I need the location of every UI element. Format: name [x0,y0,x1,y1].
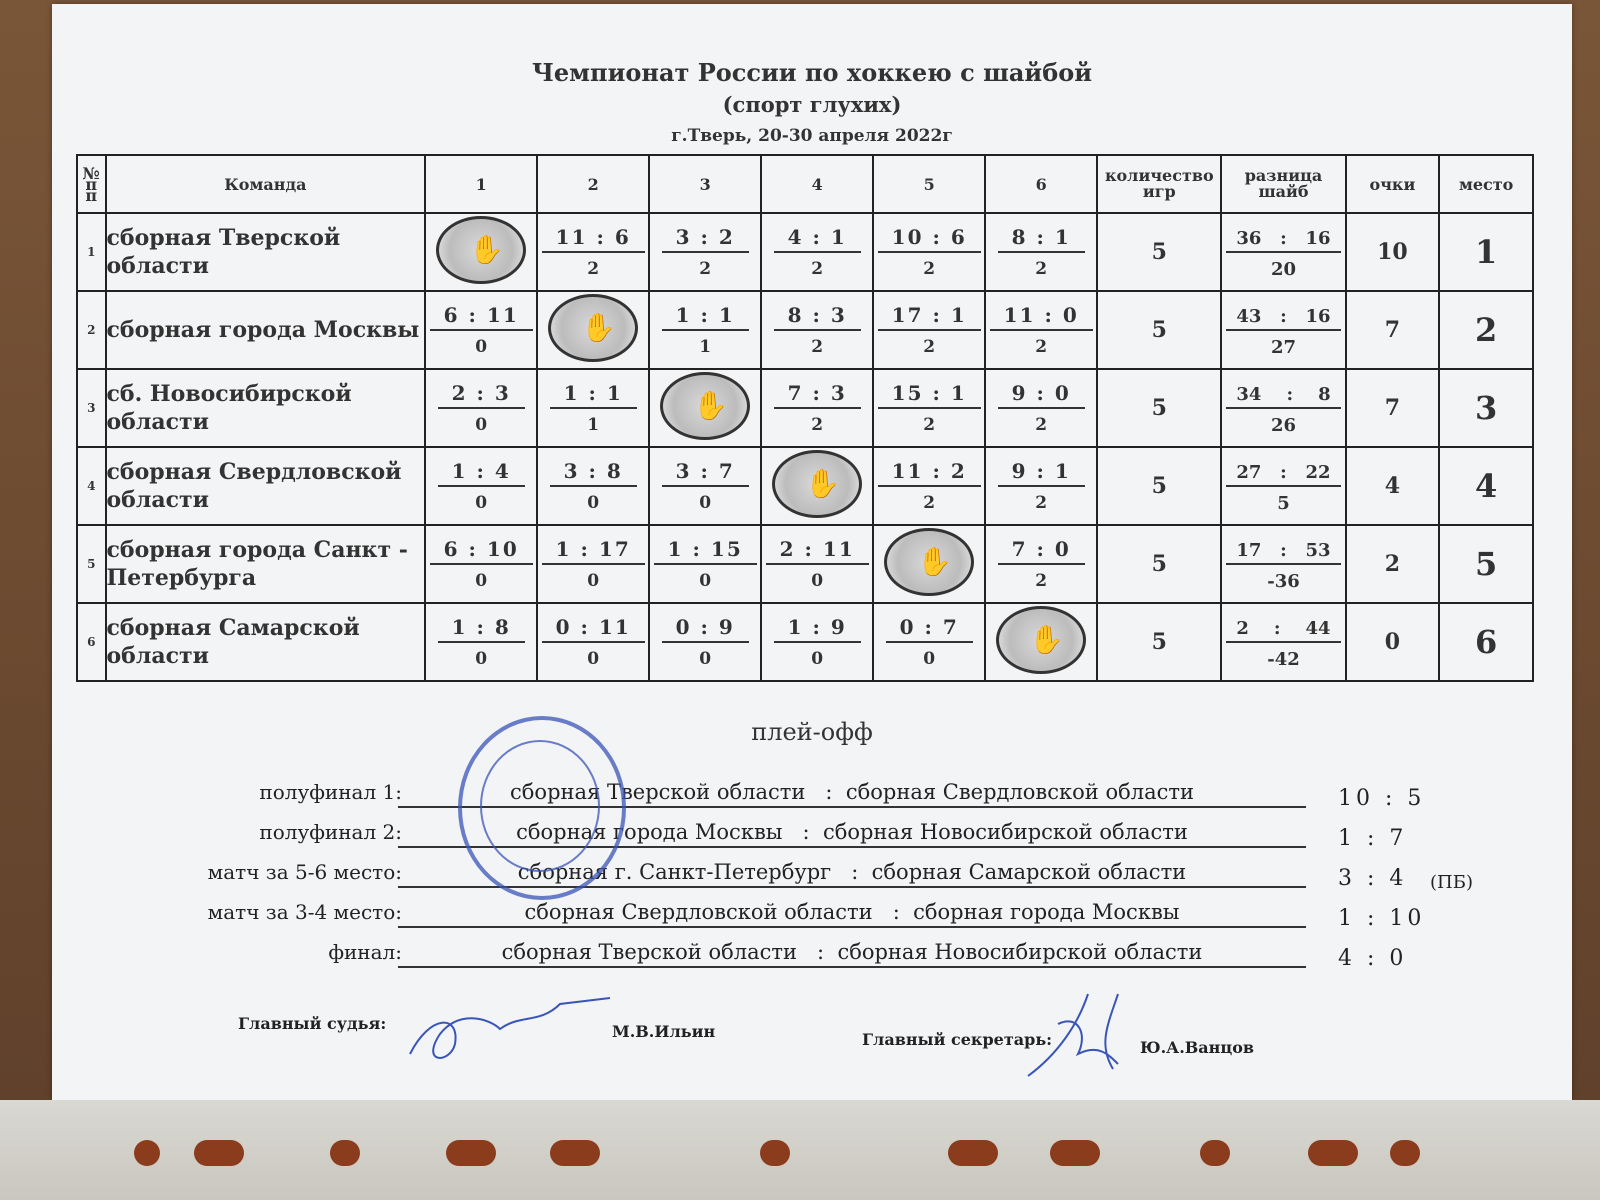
match-score: 8 : 3 [774,303,861,331]
match-points: 2 [1035,337,1048,357]
match-result-cell [537,213,649,291]
row-number: 4 [77,447,106,525]
match-result-cell [649,291,761,369]
match-points: 2 [587,259,600,279]
goals-against: 44 [1305,618,1331,639]
goals-for-against [1226,380,1340,409]
match-result-cell [425,603,537,681]
match-points: 0 [699,571,712,591]
match-score: 8 : 1 [998,225,1085,253]
match-result-cell [761,603,873,681]
match-score: 1 : 15 [654,537,757,565]
playoff-match-row [52,896,1572,934]
match-score: 3 : 2 [662,225,749,253]
playoff-match-row [52,856,1572,894]
match-result-cell [985,291,1097,369]
match-points: 0 [811,649,824,669]
punch-hole [134,1140,160,1166]
federation-seal-icon: ✋ [884,528,974,596]
final-place: 3 [1439,369,1533,447]
goals-separator: : [1286,384,1294,405]
match-result-cell [649,213,761,291]
match-score: 1 : 17 [542,537,645,565]
judge-label: Главный судья: [238,1014,387,1033]
judge-name: М.В.Ильин [612,1022,716,1041]
goals-against: 16 [1305,228,1331,249]
playoff-teams [398,940,1306,964]
match-score: 3 : 7 [662,459,749,487]
goal-difference-cell [1221,603,1345,681]
punch-hole [550,1140,600,1166]
table-row [77,213,1533,291]
row-number: 2 [77,291,106,369]
diagonal-seal-cell [425,213,537,291]
diagonal-seal-cell [649,369,761,447]
teams-separator: : [805,780,846,804]
goal-difference: 26 [1270,415,1297,436]
match-score: 15 : 1 [878,381,981,409]
playoff-round-label: полуфинал 1: [259,780,402,804]
match-points: 2 [923,415,936,435]
match-score: 7 : 0 [998,537,1085,565]
table-row [77,369,1533,447]
total-points: 7 [1346,369,1440,447]
match-points: 2 [1035,259,1048,279]
goals-against: 53 [1305,540,1331,561]
federation-seal-icon: ✋ [436,216,526,284]
match-score: 6 : 10 [430,537,533,565]
header-num: № п п [77,155,106,213]
playoff-title: плей-офф [751,718,873,746]
goals-for-against [1226,614,1340,643]
playoff-round-label: матч за 3-4 место: [207,900,402,924]
diagonal-seal-cell [761,447,873,525]
match-result-cell [985,447,1097,525]
goal-difference-cell [1221,291,1345,369]
row-number: 5 [77,525,106,603]
match-points: 2 [1035,493,1048,513]
match-result-cell [425,291,537,369]
match-points: 0 [475,415,488,435]
final-place: 4 [1439,447,1533,525]
row-number: 6 [77,603,106,681]
match-result-cell [537,447,649,525]
team-a: сборная Тверской области [510,780,806,804]
games-played: 5 [1097,213,1221,291]
header-team: Команда [106,155,426,213]
match-points: 0 [923,649,936,669]
goals-for: 36 [1236,228,1262,249]
goal-difference-cell [1221,213,1345,291]
goal-difference: 27 [1270,337,1297,358]
playoff-match-row [52,776,1572,814]
federation-seal-icon: ✋ [996,606,1086,674]
match-points: 2 [923,259,936,279]
match-score: 7 : 3 [774,381,861,409]
match-result-cell [761,369,873,447]
teams-separator: : [782,820,823,844]
secretary-signature [1018,984,1158,1084]
match-points: 0 [699,649,712,669]
header-col-6: 6 [985,155,1097,213]
punch-hole [1308,1140,1358,1166]
goal-difference-cell [1221,447,1345,525]
match-score: 1 : 8 [438,615,525,643]
document-subtitle: (спорт глухих) [722,92,902,117]
match-result-cell [425,447,537,525]
match-points: 2 [1035,571,1048,591]
match-result-cell [537,525,649,603]
match-points: 0 [811,571,824,591]
federation-seal-icon: ✋ [660,372,750,440]
goals-for-against [1226,302,1340,331]
match-score: 2 : 11 [766,537,869,565]
match-result-cell [873,213,985,291]
punch-hole [1200,1140,1230,1166]
goal-difference: 5 [1277,493,1290,514]
playoff-match-row [52,816,1572,854]
match-result-cell [649,603,761,681]
organization-stamp [458,716,626,900]
teams-separator: : [796,940,838,964]
teams-separator: : [872,900,914,924]
goals-separator: : [1280,462,1287,483]
table-row [77,291,1533,369]
table-header-row [77,155,1533,213]
team-name: сборная Тверской области [106,213,426,291]
table-row [77,447,1533,525]
final-place: 2 [1439,291,1533,369]
match-score: 3 : 8 [550,459,637,487]
goal-difference: 20 [1270,259,1297,280]
match-result-cell [985,525,1097,603]
match-score: 0 : 7 [886,615,973,643]
match-score: 11 : 2 [878,459,981,487]
team-name: сборная Самарской области [106,603,426,681]
punch-hole [1050,1140,1100,1166]
header-games: количество игр [1097,155,1221,213]
standings-table [76,154,1534,682]
match-result-cell [761,291,873,369]
games-played: 5 [1097,525,1221,603]
goals-against: 16 [1305,306,1331,327]
team-b: сборная Новосибирской области [822,820,1188,844]
goal-difference: -36 [1267,571,1300,592]
team-name: сборная города Москвы [106,291,426,369]
playoff-round-label: полуфинал 2: [259,820,402,844]
goals-separator: : [1280,228,1287,249]
diagonal-seal-cell [873,525,985,603]
team-name: сборная города Санкт - Петербурга [106,525,426,603]
header-place: место [1439,155,1533,213]
playoff-score: 10 : 5 [1338,786,1426,811]
match-score: 6 : 11 [430,303,533,331]
match-score: 0 : 9 [662,615,749,643]
goals-for-against [1226,224,1340,253]
games-played: 5 [1097,291,1221,369]
total-points: 0 [1346,603,1440,681]
match-result-cell [873,447,985,525]
header-col-4: 4 [761,155,873,213]
match-result-cell [425,525,537,603]
match-points: 0 [587,571,600,591]
match-points: 2 [811,259,824,279]
diagonal-seal-cell [537,291,649,369]
team-b: сборная Свердловской области [845,780,1194,804]
match-points: 0 [699,493,712,513]
goals-against: 8 [1318,384,1331,405]
diagonal-seal-cell [985,603,1097,681]
goals-for: 43 [1236,306,1262,327]
match-score: 9 : 1 [998,459,1085,487]
federation-seal-icon: ✋ [548,294,638,362]
match-score: 17 : 1 [878,303,981,331]
match-score: 0 : 11 [542,615,645,643]
goals-for: 34 [1236,384,1262,405]
team-a: сборная Свердловской области [524,900,873,924]
team-a: сборная Тверской области [501,940,797,964]
match-score: 1 : 4 [438,459,525,487]
goals-against: 22 [1305,462,1331,483]
secretary-label: Главный секретарь: [862,1030,1053,1049]
team-name: сб. Новосибирской области [106,369,426,447]
match-result-cell [649,525,761,603]
match-points: 2 [923,493,936,513]
header-col-3: 3 [649,155,761,213]
match-points: 2 [1035,415,1048,435]
team-b: сборная города Москвы [913,900,1180,924]
match-points: 1 [699,337,712,357]
header-col-1: 1 [425,155,537,213]
goals-for: 27 [1236,462,1262,483]
match-score: 1 : 1 [662,303,749,331]
playoff-score: 1 : 7 [1338,826,1408,851]
total-points: 2 [1346,525,1440,603]
match-result-cell [985,369,1097,447]
punch-hole [194,1140,244,1166]
playoff-score: 1 : 10 [1338,906,1426,931]
team-a: сборная г. Санкт-Петербург [517,860,832,884]
playoff-score: 4 : 0 [1338,946,1408,971]
playoff-score: 3 : 4 [1338,866,1408,891]
goals-separator: : [1280,540,1287,561]
match-result-cell [873,603,985,681]
shootout-note: (ПБ) [1430,872,1473,893]
table-row [77,603,1533,681]
header-diff: разница шайб [1221,155,1345,213]
match-score: 2 : 3 [438,381,525,409]
match-score: 1 : 9 [774,615,861,643]
playoff-round-label: финал: [328,940,402,964]
goal-difference-cell [1221,369,1345,447]
match-points: 2 [811,337,824,357]
match-result-cell [873,291,985,369]
teams-separator: : [831,860,872,884]
match-score: 11 : 0 [990,303,1093,331]
team-b: сборная Новосибирской области [837,940,1203,964]
match-score: 1 : 1 [550,381,637,409]
secretary-name: Ю.А.Ванцов [1140,1038,1254,1057]
games-played: 5 [1097,369,1221,447]
match-points: 0 [475,571,488,591]
goals-for-against [1226,536,1340,565]
match-points: 2 [923,337,936,357]
table-row [77,525,1533,603]
match-result-cell [649,447,761,525]
header-col-5: 5 [873,155,985,213]
playoff-round-label: матч за 5-6 место: [207,860,402,884]
match-score: 11 : 6 [542,225,645,253]
punch-hole [1390,1140,1420,1166]
match-points: 2 [699,259,712,279]
goal-difference: -42 [1267,649,1300,670]
final-place: 1 [1439,213,1533,291]
results-sheet [52,4,1572,1100]
match-result-cell [761,213,873,291]
match-result-cell [425,369,537,447]
team-b: сборная Самарской области [871,860,1187,884]
team-a: сборная города Москвы [516,820,783,844]
total-points: 7 [1346,291,1440,369]
match-result-cell [537,603,649,681]
location-date: г.Тверь, 20-30 апреля 2022г [671,126,953,146]
match-score: 4 : 1 [774,225,861,253]
goals-for: 17 [1236,540,1262,561]
match-score: 10 : 6 [878,225,981,253]
underline [398,966,1306,968]
match-result-cell [761,525,873,603]
match-points: 0 [475,337,488,357]
goal-difference-cell [1221,525,1345,603]
match-points: 0 [587,649,600,669]
match-points: 0 [475,493,488,513]
total-points: 4 [1346,447,1440,525]
row-number: 1 [77,213,106,291]
playoff-match-row [52,936,1572,974]
goals-separator: : [1280,306,1287,327]
header-col-2: 2 [537,155,649,213]
goals-for-against [1226,458,1340,487]
goals-separator: : [1273,618,1281,639]
match-points: 0 [475,649,488,669]
match-points: 1 [587,415,600,435]
match-result-cell [985,213,1097,291]
document-title: Чемпионат России по хоккею с шайбой [531,58,1093,87]
games-played: 5 [1097,447,1221,525]
match-points: 2 [811,415,824,435]
playoff-teams [398,900,1306,924]
final-place: 6 [1439,603,1533,681]
header-points: очки [1346,155,1440,213]
punch-hole [330,1140,360,1166]
match-score: 9 : 0 [998,381,1085,409]
games-played: 5 [1097,603,1221,681]
federation-seal-icon: ✋ [772,450,862,518]
match-result-cell [537,369,649,447]
match-points: 0 [587,493,600,513]
judge-signature [400,994,620,1074]
row-number: 3 [77,369,106,447]
final-place: 5 [1439,525,1533,603]
match-result-cell [873,369,985,447]
punch-hole [446,1140,496,1166]
team-name: сборная Свердловской области [106,447,426,525]
goals-for: 2 [1236,618,1249,639]
underline [398,926,1306,928]
punch-hole [760,1140,790,1166]
total-points: 10 [1346,213,1440,291]
punch-hole [948,1140,998,1166]
